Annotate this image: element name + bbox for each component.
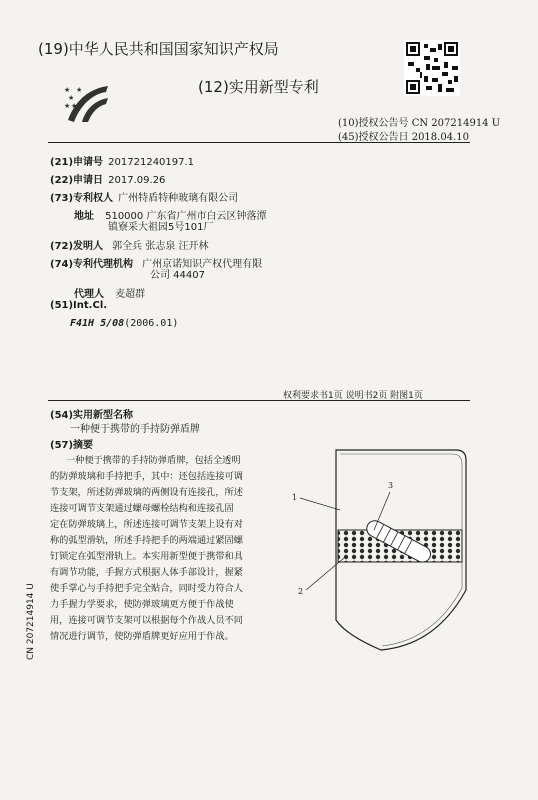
application-date-row xyxy=(50,168,165,187)
issuing-authority: (19)中华人民共和国国家知识产权局 xyxy=(38,40,279,58)
ipc-classification xyxy=(70,318,178,329)
label-3: 3 xyxy=(388,481,394,490)
ipc-code: F41H 5/08 xyxy=(70,318,125,329)
inventors-label: (72)发明人 xyxy=(50,241,104,252)
patentee-row xyxy=(50,186,238,205)
svg-text:★: ★ xyxy=(76,86,83,94)
address-label: 地址 xyxy=(74,211,94,222)
title-label: (54)实用新型名称 xyxy=(50,410,134,421)
application-date: 2017.09.26 xyxy=(108,175,166,186)
label-1: 1 xyxy=(292,493,298,502)
agency-label: (74)专利代理机构 xyxy=(50,259,134,270)
abstract-line: 力手握力学要求，使防弹玻璃更方便于作战使 xyxy=(50,599,234,610)
shield-drawing xyxy=(286,440,486,660)
ipc-label: (51)Int.Cl. xyxy=(50,300,108,311)
publication-date: (45)授权公告日 2018.04.10 xyxy=(338,132,469,143)
side-publication-id: CN 207214914 U xyxy=(26,583,36,660)
abstract-line: 的防弹玻璃和手持把手，其中：还包括连接可调 xyxy=(50,471,243,482)
abstract-line: 一种便于携带的手持防弹盾牌，包括全透明 xyxy=(66,455,241,466)
cnipa-logo xyxy=(62,78,112,126)
abstract-line: 用，连接可调节支架可以根据每个作战人员不同 xyxy=(50,615,243,626)
abstract-line: 钉锁定在弧型滑轨上。本实用新型便于携带和具 xyxy=(50,551,243,562)
abstract-line: 称的弧型滑轨，所述手持把手的两端通过紧固螺 xyxy=(50,535,243,546)
application-number-row xyxy=(50,150,194,169)
header-divider xyxy=(48,142,470,143)
abstract-label: (57)摘要 xyxy=(50,440,94,451)
agent: 麦超群 xyxy=(115,289,146,300)
inventors: 郭全兵 张志泉 汪开林 xyxy=(112,241,209,252)
abstract-line: 有调节功能，手握方式根据人体手部设计，握紧 xyxy=(50,567,243,578)
agent-label: 代理人 xyxy=(74,289,104,300)
abstract-line: 定在防弹玻璃上，所述连接可调节支架上设有对 xyxy=(50,519,243,530)
publication-number: (10)授权公告号 CN 207214914 U xyxy=(338,118,501,129)
abstract-line: 节支架，所述防弹玻璃的两侧设有连接孔，所述 xyxy=(50,487,243,498)
label-2: 2 xyxy=(298,587,304,596)
abstract-line: 情况进行调节，使防弹盾牌更好应用于作战。 xyxy=(50,631,234,642)
svg-text:★: ★ xyxy=(71,102,78,110)
document-type: (12)实用新型专利 xyxy=(198,78,319,96)
abstract-line: 连接可调节支架通过螺母螺栓结构和连接孔固 xyxy=(50,503,234,514)
application-number-label: (21)申请号 xyxy=(50,157,104,168)
abstract-line: 使手掌心与手持把手完全贴合，同时受力符合人 xyxy=(50,583,243,594)
agent-row xyxy=(74,282,145,301)
ipc-version: (2006.01) xyxy=(124,318,179,329)
agency-line-1: 广州京诺知识产权代理有限 xyxy=(142,259,263,270)
agency-line-2: 公司 44407 xyxy=(150,270,205,281)
patentee-label: (73)专利权人 xyxy=(50,193,114,204)
svg-text:★: ★ xyxy=(64,102,71,110)
svg-text:★: ★ xyxy=(64,86,71,94)
address-line-2: 镇寮采大祖园5号101厂 xyxy=(108,222,214,233)
page-count-info: 权利要求书1页 说明书2页 附图1页 xyxy=(283,391,423,401)
abstract-divider xyxy=(48,400,470,401)
qr-code xyxy=(404,40,460,96)
inventors-row xyxy=(50,234,209,253)
patentee: 广州特盾特种玻璃有限公司 xyxy=(118,193,239,204)
utility-model-title: 一种便于携带的手持防弹盾牌 xyxy=(70,424,200,435)
address-line-1: 510000 广东省广州市白云区钟落潭 xyxy=(105,211,267,222)
application-date-label: (22)申请日 xyxy=(50,175,104,186)
svg-text:★: ★ xyxy=(68,94,75,102)
application-number: 201721240197.1 xyxy=(108,157,195,168)
